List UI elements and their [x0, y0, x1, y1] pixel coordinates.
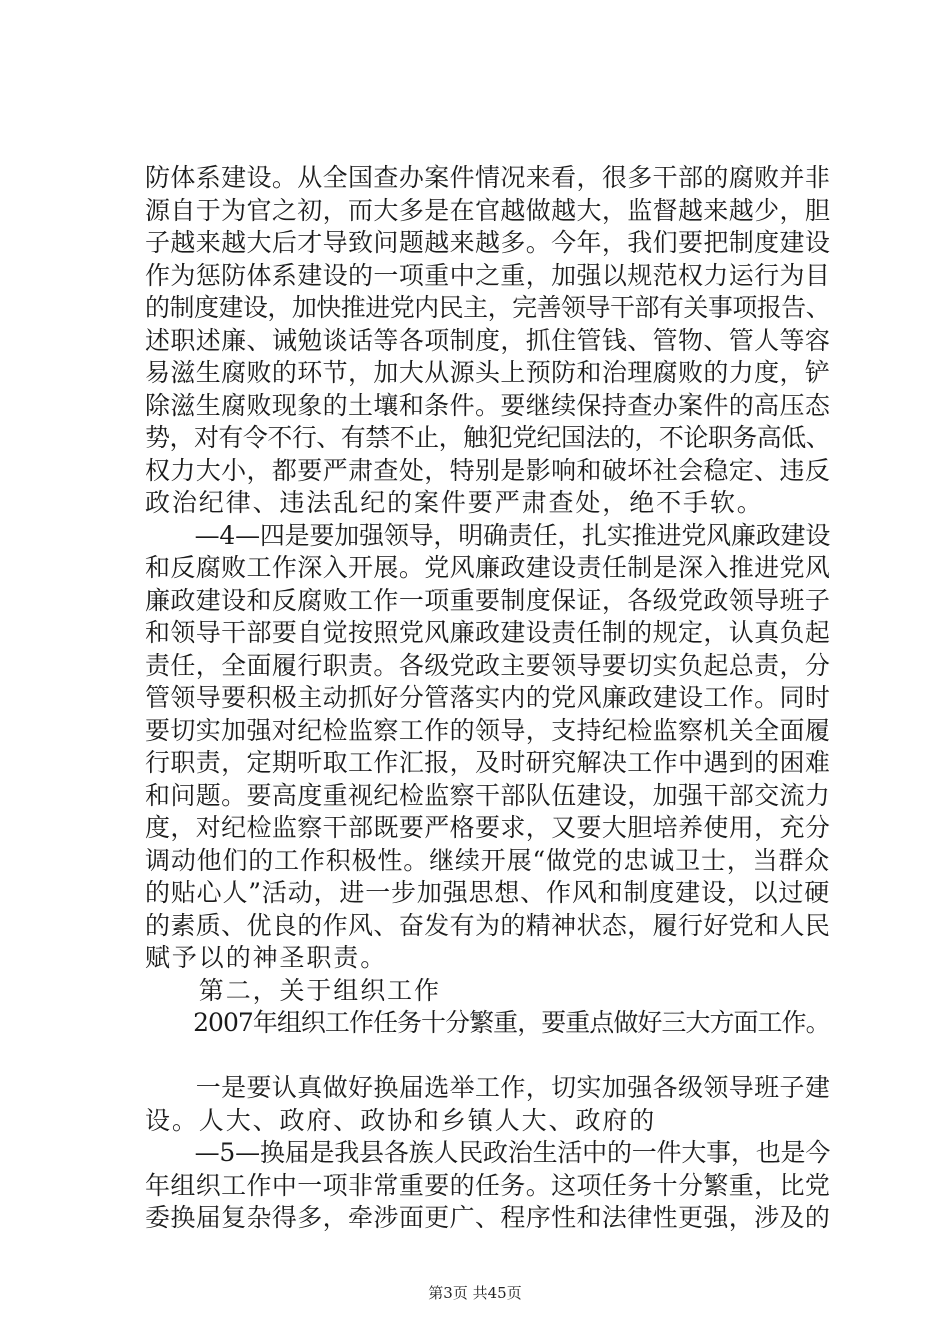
text-line: 的素质、优良的作风、奋发有为的精神状态，履行好党和人民	[145, 911, 831, 940]
text-line: 设。人大、政府、政协和乡镇人大、政府的	[145, 1106, 657, 1135]
text-line: 第二，关于组织工作	[145, 976, 441, 1005]
text-line: 作为惩防体系建设的一项重中之重，加强以规范权力运行为目	[145, 261, 831, 290]
text-line: 廉政建设和反腐败工作一项重要制度保证，各级党政领导班子	[145, 586, 831, 615]
text-line: 行职责，定期听取工作汇报，及时研究解决工作中遇到的困难	[145, 748, 831, 777]
text-line: —4—四是要加强领导，明确责任，扎实推进党风廉政建设	[145, 521, 831, 550]
text-line: 和问题。要高度重视纪检监察干部队伍建设，加强干部交流力	[145, 781, 831, 810]
text-line: 述职述廉、诫勉谈话等各项制度，抓住管钱、管物、管人等容	[145, 326, 831, 355]
text-line: 年组织工作中一项非常重要的任务。这项任务十分繁重，比党	[145, 1171, 831, 1200]
text-line: 政治纪律、违法乱纪的案件要严肃查处，绝不手软。	[145, 488, 764, 517]
text-line: 的贴心人”活动，进一步加强思想、作风和制度建设，以过硬	[145, 878, 831, 907]
text-line: 和反腐败工作深入开展。党风廉政建设责任制是深入推进党风	[145, 553, 831, 582]
text-line: 委换届复杂得多，牵涉面更广、程序性和法律性更强，涉及的	[145, 1203, 831, 1232]
text-line: —5—换届是我县各族人民政治生活中的一件大事，也是今	[145, 1138, 831, 1167]
text-line: 和领导干部要自觉按照党风廉政建设责任制的规定，认真负起	[145, 618, 831, 647]
text-line: 势，对有令不行、有禁不止，触犯党纪国法的，不论职务高低、	[145, 423, 831, 452]
text-line: 2007年组织工作任务十分繁重，要重点做好三大方面工作。	[145, 1008, 830, 1037]
text-line: 度，对纪检监察干部既要严格要求，又要大胆培养使用，充分	[145, 813, 831, 842]
page-footer: 第3页 共45页	[428, 1284, 522, 1302]
text-line: 易滋生腐败的环节，加大从源头上预防和治理腐败的力度，铲	[145, 358, 831, 387]
text-line: 一是要认真做好换届选举工作，切实加强各级领导班子建	[145, 1073, 831, 1102]
text-line: 子越来越大后才导致问题越来越多。今年，我们要把制度建设	[145, 228, 831, 257]
text-line: 防体系建设。从全国查办案件情况来看，很多干部的腐败并非	[145, 163, 831, 192]
text-line: 除滋生腐败现象的土壤和条件。要继续保持查办案件的高压态	[145, 391, 831, 420]
text-line: 调动他们的工作积极性。继续开展“做党的忠诚卫士，当群众	[145, 846, 831, 875]
text-line: 源自于为官之初，而大多是在官越做越大，监督越来越少，胆	[145, 196, 831, 225]
text-line: 责任，全面履行职责。各级党政主要领导要切实负起总责，分	[145, 651, 831, 680]
text-line: 赋予以的神圣职责。	[145, 943, 388, 972]
text-line: 权力大小，都要严肃查处，特别是影响和破坏社会稳定、违反	[145, 456, 831, 485]
text-line: 的制度建设，加快推进党内民主，完善领导干部有关事项报告、	[145, 293, 831, 322]
text-line: 管领导要积极主动抓好分管落实内的党风廉政建设工作。同时	[145, 683, 831, 712]
text-line: 要切实加强对纪检监察工作的领导，支持纪检监察机关全面履	[145, 716, 831, 745]
